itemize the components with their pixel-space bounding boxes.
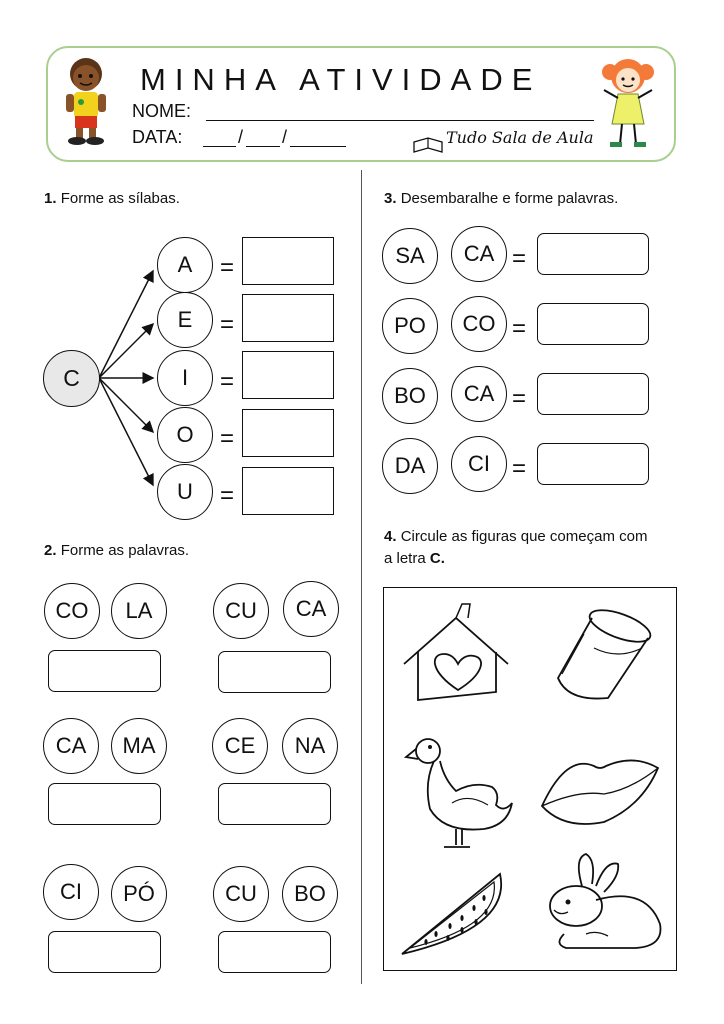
ex1-root-circle: C bbox=[43, 350, 100, 407]
ex2-answer-box[interactable] bbox=[48, 650, 161, 692]
syllable-circle: MA bbox=[111, 718, 167, 774]
ex3-answer-box[interactable] bbox=[537, 443, 649, 485]
syllable-circle: PO bbox=[382, 298, 438, 354]
house-icon[interactable] bbox=[400, 600, 512, 705]
equals-sign: = bbox=[220, 368, 235, 395]
ex3-answer-box[interactable] bbox=[537, 233, 649, 275]
syllable-circle: CI bbox=[43, 864, 99, 920]
watermelon-icon[interactable] bbox=[396, 868, 512, 964]
cup-icon[interactable] bbox=[548, 608, 658, 708]
syllable-circle: PÓ bbox=[111, 866, 167, 922]
date-label: DATA: bbox=[132, 127, 183, 147]
ex1-vowel-circle: O bbox=[157, 407, 213, 463]
ex2-instruction: 2. Forme as palavras. bbox=[44, 542, 190, 559]
column-divider bbox=[361, 170, 362, 984]
syllable-circle: CA bbox=[451, 226, 507, 282]
syllable-circle: BO bbox=[382, 368, 438, 424]
ex2-answer-box[interactable] bbox=[218, 783, 331, 825]
syllable-circle: CO bbox=[451, 296, 507, 352]
syllable-circle: CA bbox=[283, 581, 339, 637]
lips-icon[interactable] bbox=[538, 750, 662, 830]
equals-sign: = bbox=[512, 315, 527, 342]
equals-sign: = bbox=[512, 455, 527, 482]
ex1-answer-box[interactable] bbox=[242, 294, 334, 342]
date-year-line bbox=[290, 146, 346, 147]
equals-sign: = bbox=[220, 311, 235, 338]
ex1-answer-box[interactable] bbox=[242, 467, 334, 515]
syllable-circle: LA bbox=[111, 583, 167, 639]
ex1-vowel-circle: U bbox=[157, 464, 213, 520]
equals-sign: = bbox=[512, 245, 527, 272]
ex4-instruction: 4. Circule as figuras que começam com bbox=[384, 528, 648, 545]
ex2-answer-box[interactable] bbox=[218, 931, 331, 973]
syllable-circle: CE bbox=[212, 718, 268, 774]
syllable-circle: CU bbox=[213, 866, 269, 922]
ex1-answer-box[interactable] bbox=[242, 351, 334, 399]
equals-sign: = bbox=[512, 385, 527, 412]
syllable-circle: CI bbox=[451, 436, 507, 492]
equals-sign: = bbox=[220, 482, 235, 509]
syllable-circle: CO bbox=[44, 583, 100, 639]
name-line bbox=[206, 120, 594, 121]
ex1-instruction: 1. Forme as sílabas. bbox=[44, 190, 180, 207]
brand-logo: Tudo Sala de Aula bbox=[446, 128, 594, 147]
date-month-line bbox=[246, 146, 280, 147]
ex3-instruction: 3. Desembaralhe e forme palavras. bbox=[384, 190, 619, 207]
ex2-answer-box[interactable] bbox=[218, 651, 331, 693]
ex3-answer-box[interactable] bbox=[537, 373, 649, 415]
syllable-circle: CA bbox=[451, 366, 507, 422]
date-separator: / bbox=[238, 127, 244, 147]
boy-icon bbox=[56, 52, 120, 148]
book-icon bbox=[412, 136, 444, 156]
ex1-vowel-circle: I bbox=[157, 350, 213, 406]
syllable-circle: NA bbox=[282, 718, 338, 774]
name-label: NOME: bbox=[132, 101, 192, 121]
syllable-circle: BO bbox=[282, 866, 338, 922]
page-title: MINHA ATIVIDADE bbox=[140, 62, 542, 97]
ex2-answer-box[interactable] bbox=[48, 783, 161, 825]
syllable-circle: DA bbox=[382, 438, 438, 494]
equals-sign: = bbox=[220, 425, 235, 452]
equals-sign: = bbox=[220, 254, 235, 281]
ex1-vowel-circle: A bbox=[157, 237, 213, 293]
ex1-answer-box[interactable] bbox=[242, 237, 334, 285]
ex4-instruction-line2: a letra C. bbox=[384, 550, 445, 567]
syllable-circle: CA bbox=[43, 718, 99, 774]
ex3-answer-box[interactable] bbox=[537, 303, 649, 345]
rabbit-icon[interactable] bbox=[546, 850, 666, 954]
ex1-answer-box[interactable] bbox=[242, 409, 334, 457]
date-separator: / bbox=[282, 127, 288, 147]
syllable-circle: CU bbox=[213, 583, 269, 639]
syllable-circle: SA bbox=[382, 228, 438, 284]
ex2-answer-box[interactable] bbox=[48, 931, 161, 973]
girl-icon bbox=[598, 54, 658, 152]
duck-icon[interactable] bbox=[404, 733, 516, 853]
ex1-vowel-circle: E bbox=[157, 292, 213, 348]
date-day-line bbox=[203, 146, 236, 147]
